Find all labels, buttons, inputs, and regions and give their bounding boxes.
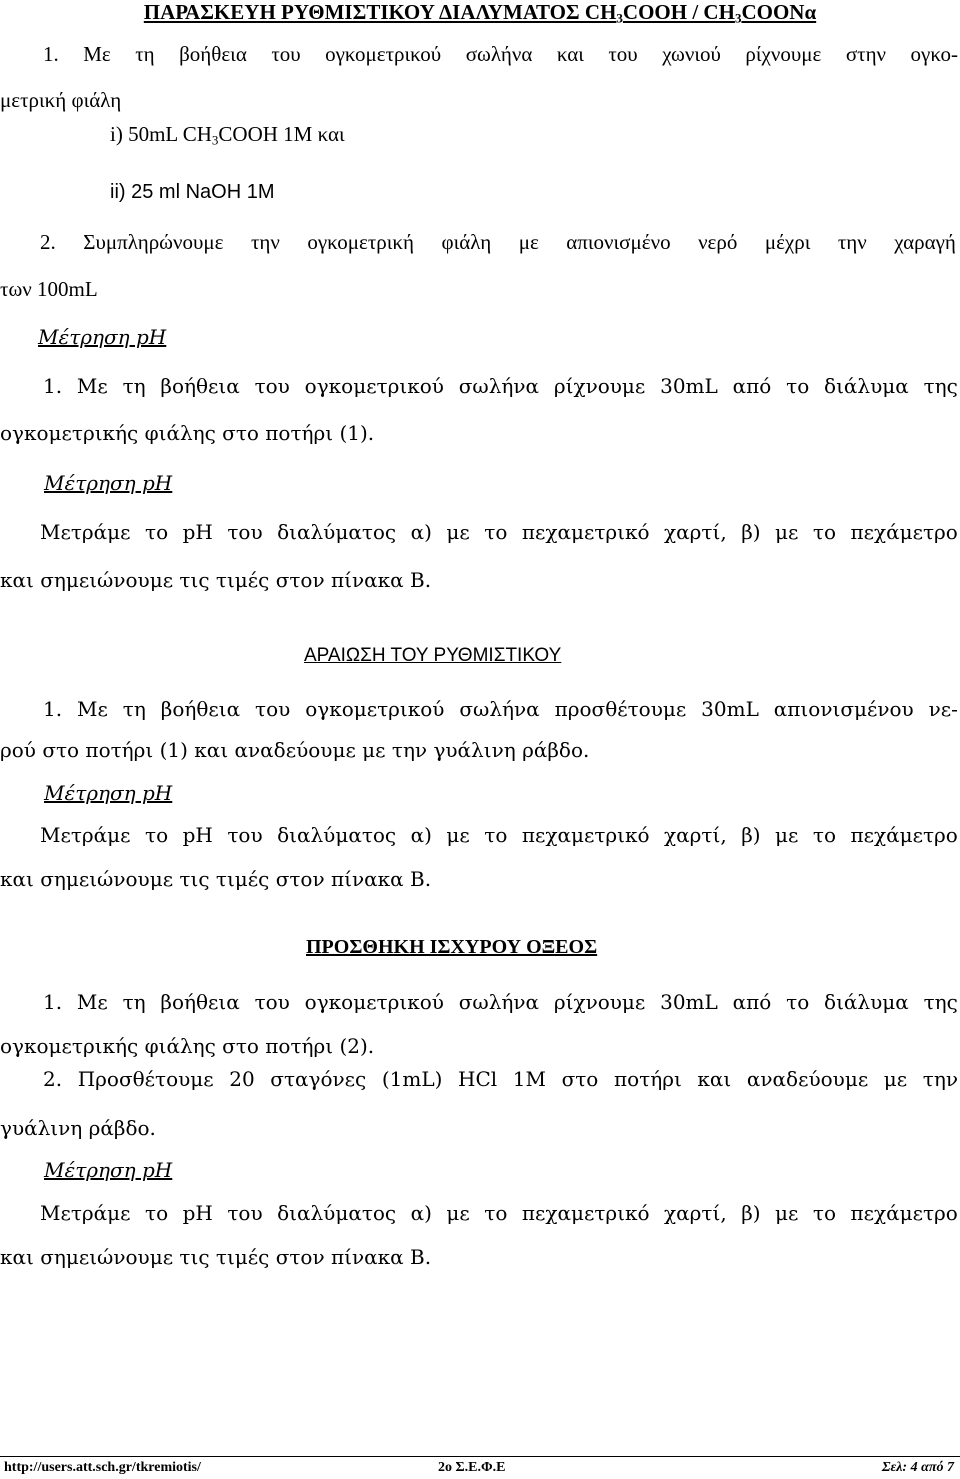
word: διαλύματος — [277, 1201, 397, 1225]
word: με — [775, 1201, 799, 1225]
word: νερό — [698, 230, 738, 254]
word: απιονισμένου — [773, 697, 914, 721]
word: στην — [845, 42, 887, 66]
page-title: ΠΑΡΑΣΚΕΥΗ ΡΥΘΜΙΣΤΙΚΟΥ ΔΙΑΛΥΜΑΤΟΣ $CH_3COOH$ / $CH_3COON\alpha$ — [143, 0, 817, 26]
word: και — [697, 1067, 732, 1091]
word: σωλήνα — [458, 990, 540, 1014]
word: από — [732, 990, 772, 1014]
word: νε- — [928, 697, 958, 721]
acid-heading: ΠΡΟΣΘΗΚΗ ΙΣΧΥΡΟΥ ΟΞΕΟΣ — [306, 936, 598, 958]
acid-step1-line1 — [43, 992, 958, 1012]
word: β) — [741, 520, 761, 544]
word: 20 — [229, 1067, 255, 1091]
word: το — [786, 374, 810, 398]
word: το — [786, 990, 810, 1014]
word: το — [484, 823, 508, 847]
word: ογκομετρικού — [325, 42, 442, 66]
word: προσθέτουμε — [554, 697, 687, 721]
word: με — [775, 520, 799, 544]
word: pH — [182, 823, 213, 847]
word: 30mL — [660, 374, 718, 398]
footer-url[interactable]: http://users.att.sch.gr/tkremiotis/ — [4, 1460, 201, 1475]
word: 30mL — [701, 697, 759, 721]
word: ρίχνουμε — [553, 374, 646, 398]
measure-text-2-line1 — [40, 825, 958, 845]
word: Μετράμε — [40, 520, 131, 544]
word: 2. — [40, 230, 56, 254]
word: το — [484, 520, 508, 544]
prep-item-i: i) 50mL $CH_3COOH$ 1M και — [110, 122, 345, 148]
word: σωλήνα — [458, 374, 540, 398]
dilution-heading: ΑΡΑΙΩΣΗ ΤΟΥ ΡΥΘΜΙΣΤΙΚΟΥ — [304, 645, 562, 666]
footer-page-number: Σελ: 4 από 7 — [881, 1460, 954, 1475]
word: Μετράμε — [40, 823, 131, 847]
word: του — [271, 42, 301, 66]
word: χαρτί, — [664, 520, 727, 544]
word: διάλυμα — [824, 990, 909, 1014]
word: το — [484, 1201, 508, 1225]
section-a-line1 — [43, 376, 958, 396]
acid-step2-line2: γυάλινη ράβδο. — [0, 1116, 156, 1140]
prep-step1-line2: μετρική φιάλη — [0, 88, 122, 112]
word: Συμπληρώνουμε — [83, 230, 224, 254]
word: πεχάμετρο — [850, 520, 958, 544]
section-a-line2: ογκομετρικής φιάλης στο ποτήρι (1). — [0, 421, 375, 445]
word: χαρτί, — [664, 1201, 727, 1225]
word: βοήθεια — [160, 697, 241, 721]
word: 1. — [43, 374, 63, 398]
prep-step2-line1 — [40, 232, 956, 253]
word: το — [145, 1201, 169, 1225]
word: με — [775, 823, 799, 847]
footer-center: 2ο Σ.Ε.Φ.Ε — [438, 1460, 506, 1475]
word: στο — [561, 1067, 599, 1091]
word: διαλύματος — [277, 520, 397, 544]
word: διαλύματος — [277, 823, 397, 847]
word: του — [227, 520, 263, 544]
word: Με — [76, 374, 108, 398]
word: αναδεύουμε — [746, 1067, 869, 1091]
word: το — [812, 520, 836, 544]
word: ογκομετρικού — [304, 990, 444, 1014]
word: 1. — [43, 990, 63, 1014]
word: 30mL — [660, 990, 718, 1014]
word: το — [145, 520, 169, 544]
word: πεχαμετρικό — [521, 1201, 650, 1225]
word: Με — [83, 42, 111, 66]
measure-ph-label-4: Μέτρηση pH — [44, 1158, 173, 1182]
word: βοήθεια — [179, 42, 247, 66]
word: με — [446, 1201, 470, 1225]
measure-text-3-line2: και σημειώνουμε τις τιμές στον πίνακα Β. — [0, 1245, 432, 1269]
word: 1M — [512, 1067, 546, 1091]
word: ρίχνουμε — [553, 990, 646, 1014]
word: πεχαμετρικό — [521, 520, 650, 544]
measure-text-2-line2: και σημειώνουμε τις τιμές στον πίνακα Β. — [0, 867, 432, 891]
word: σταγόνες — [270, 1067, 367, 1091]
word: της — [923, 374, 958, 398]
prep-item-ii: ii) 25 ml NaOH 1M — [110, 181, 275, 203]
word: το — [812, 1201, 836, 1225]
page-footer — [0, 1456, 960, 1479]
word: β) — [741, 1201, 761, 1225]
word: βοήθεια — [160, 990, 240, 1014]
word: με — [518, 230, 539, 254]
word: απιονισμένο — [566, 230, 671, 254]
word: του — [255, 697, 291, 721]
word: σωλήνα — [465, 42, 533, 66]
word: α) — [410, 823, 432, 847]
word: ογκομετρικού — [304, 374, 444, 398]
word: φιάλη — [441, 230, 492, 254]
word: τη — [122, 697, 146, 721]
word: Με — [76, 990, 108, 1014]
word: με — [446, 520, 470, 544]
word: το — [145, 823, 169, 847]
word: α) — [410, 1201, 432, 1225]
word: β) — [741, 823, 761, 847]
word: τη — [135, 42, 155, 66]
word: 1. — [43, 42, 59, 66]
word: του — [227, 823, 263, 847]
measure-text-3-line1 — [40, 1203, 958, 1223]
acid-step1-line2: ογκομετρικής φιάλης στο ποτήρι (2). — [0, 1034, 375, 1058]
word: pH — [182, 520, 213, 544]
word: πεχάμετρο — [850, 1201, 958, 1225]
word: με — [883, 1067, 908, 1091]
word: pH — [182, 1201, 213, 1225]
measure-ph-label-1: Μέτρηση pH — [38, 325, 167, 349]
word: 1. — [43, 697, 63, 721]
measure-text-1-line2: και σημειώνουμε τις τιμές στον πίνακα Β. — [0, 568, 432, 592]
word: Με — [77, 697, 108, 721]
dilution-line2: ρού στο ποτήρι (1) και αναδεύουμε με την γυάλινη ράβδο. — [0, 738, 590, 762]
acid-step2-line1 — [43, 1069, 958, 1089]
measure-ph-label-3: Μέτρηση pH — [44, 781, 173, 805]
word: πεχάμετρο — [850, 823, 958, 847]
word: του — [227, 1201, 263, 1225]
prep-step1-line1 — [43, 44, 958, 65]
word: με — [446, 823, 470, 847]
word: της — [923, 990, 958, 1014]
word: ποτήρι — [613, 1067, 682, 1091]
word: του — [254, 374, 290, 398]
word: ογκομετρική — [307, 230, 414, 254]
measure-ph-label-2: Μέτρηση pH — [44, 471, 173, 495]
measure-text-1-line1 — [40, 522, 958, 542]
word: χωνιού — [662, 42, 721, 66]
word: Προσθέτουμε — [77, 1067, 214, 1091]
word: σωλήνα — [459, 697, 540, 721]
word: το — [812, 823, 836, 847]
word: του — [608, 42, 638, 66]
word: από — [732, 374, 772, 398]
word: την — [922, 1067, 958, 1091]
word: ογκομετρικού — [305, 697, 445, 721]
word: HCl — [458, 1067, 498, 1091]
dilution-line1 — [43, 699, 958, 719]
word: τη — [122, 374, 146, 398]
word: την — [837, 230, 867, 254]
prep-step2-line2: των 100mL — [0, 277, 98, 301]
word: τη — [122, 990, 146, 1014]
word: βοήθεια — [160, 374, 240, 398]
word: διάλυμα — [824, 374, 909, 398]
word: Μετράμε — [40, 1201, 131, 1225]
word: χαρτί, — [664, 823, 727, 847]
word: και — [556, 42, 584, 66]
word: (1mL) — [381, 1067, 443, 1091]
word: χαραγή — [894, 230, 956, 254]
word: πεχαμετρικό — [521, 823, 650, 847]
word: την — [250, 230, 280, 254]
word: ογκο- — [910, 42, 958, 66]
word: του — [254, 990, 290, 1014]
word: μέχρι — [764, 230, 811, 254]
word: ρίχνουμε — [745, 42, 822, 66]
word: 2. — [43, 1067, 63, 1091]
word: α) — [410, 520, 432, 544]
